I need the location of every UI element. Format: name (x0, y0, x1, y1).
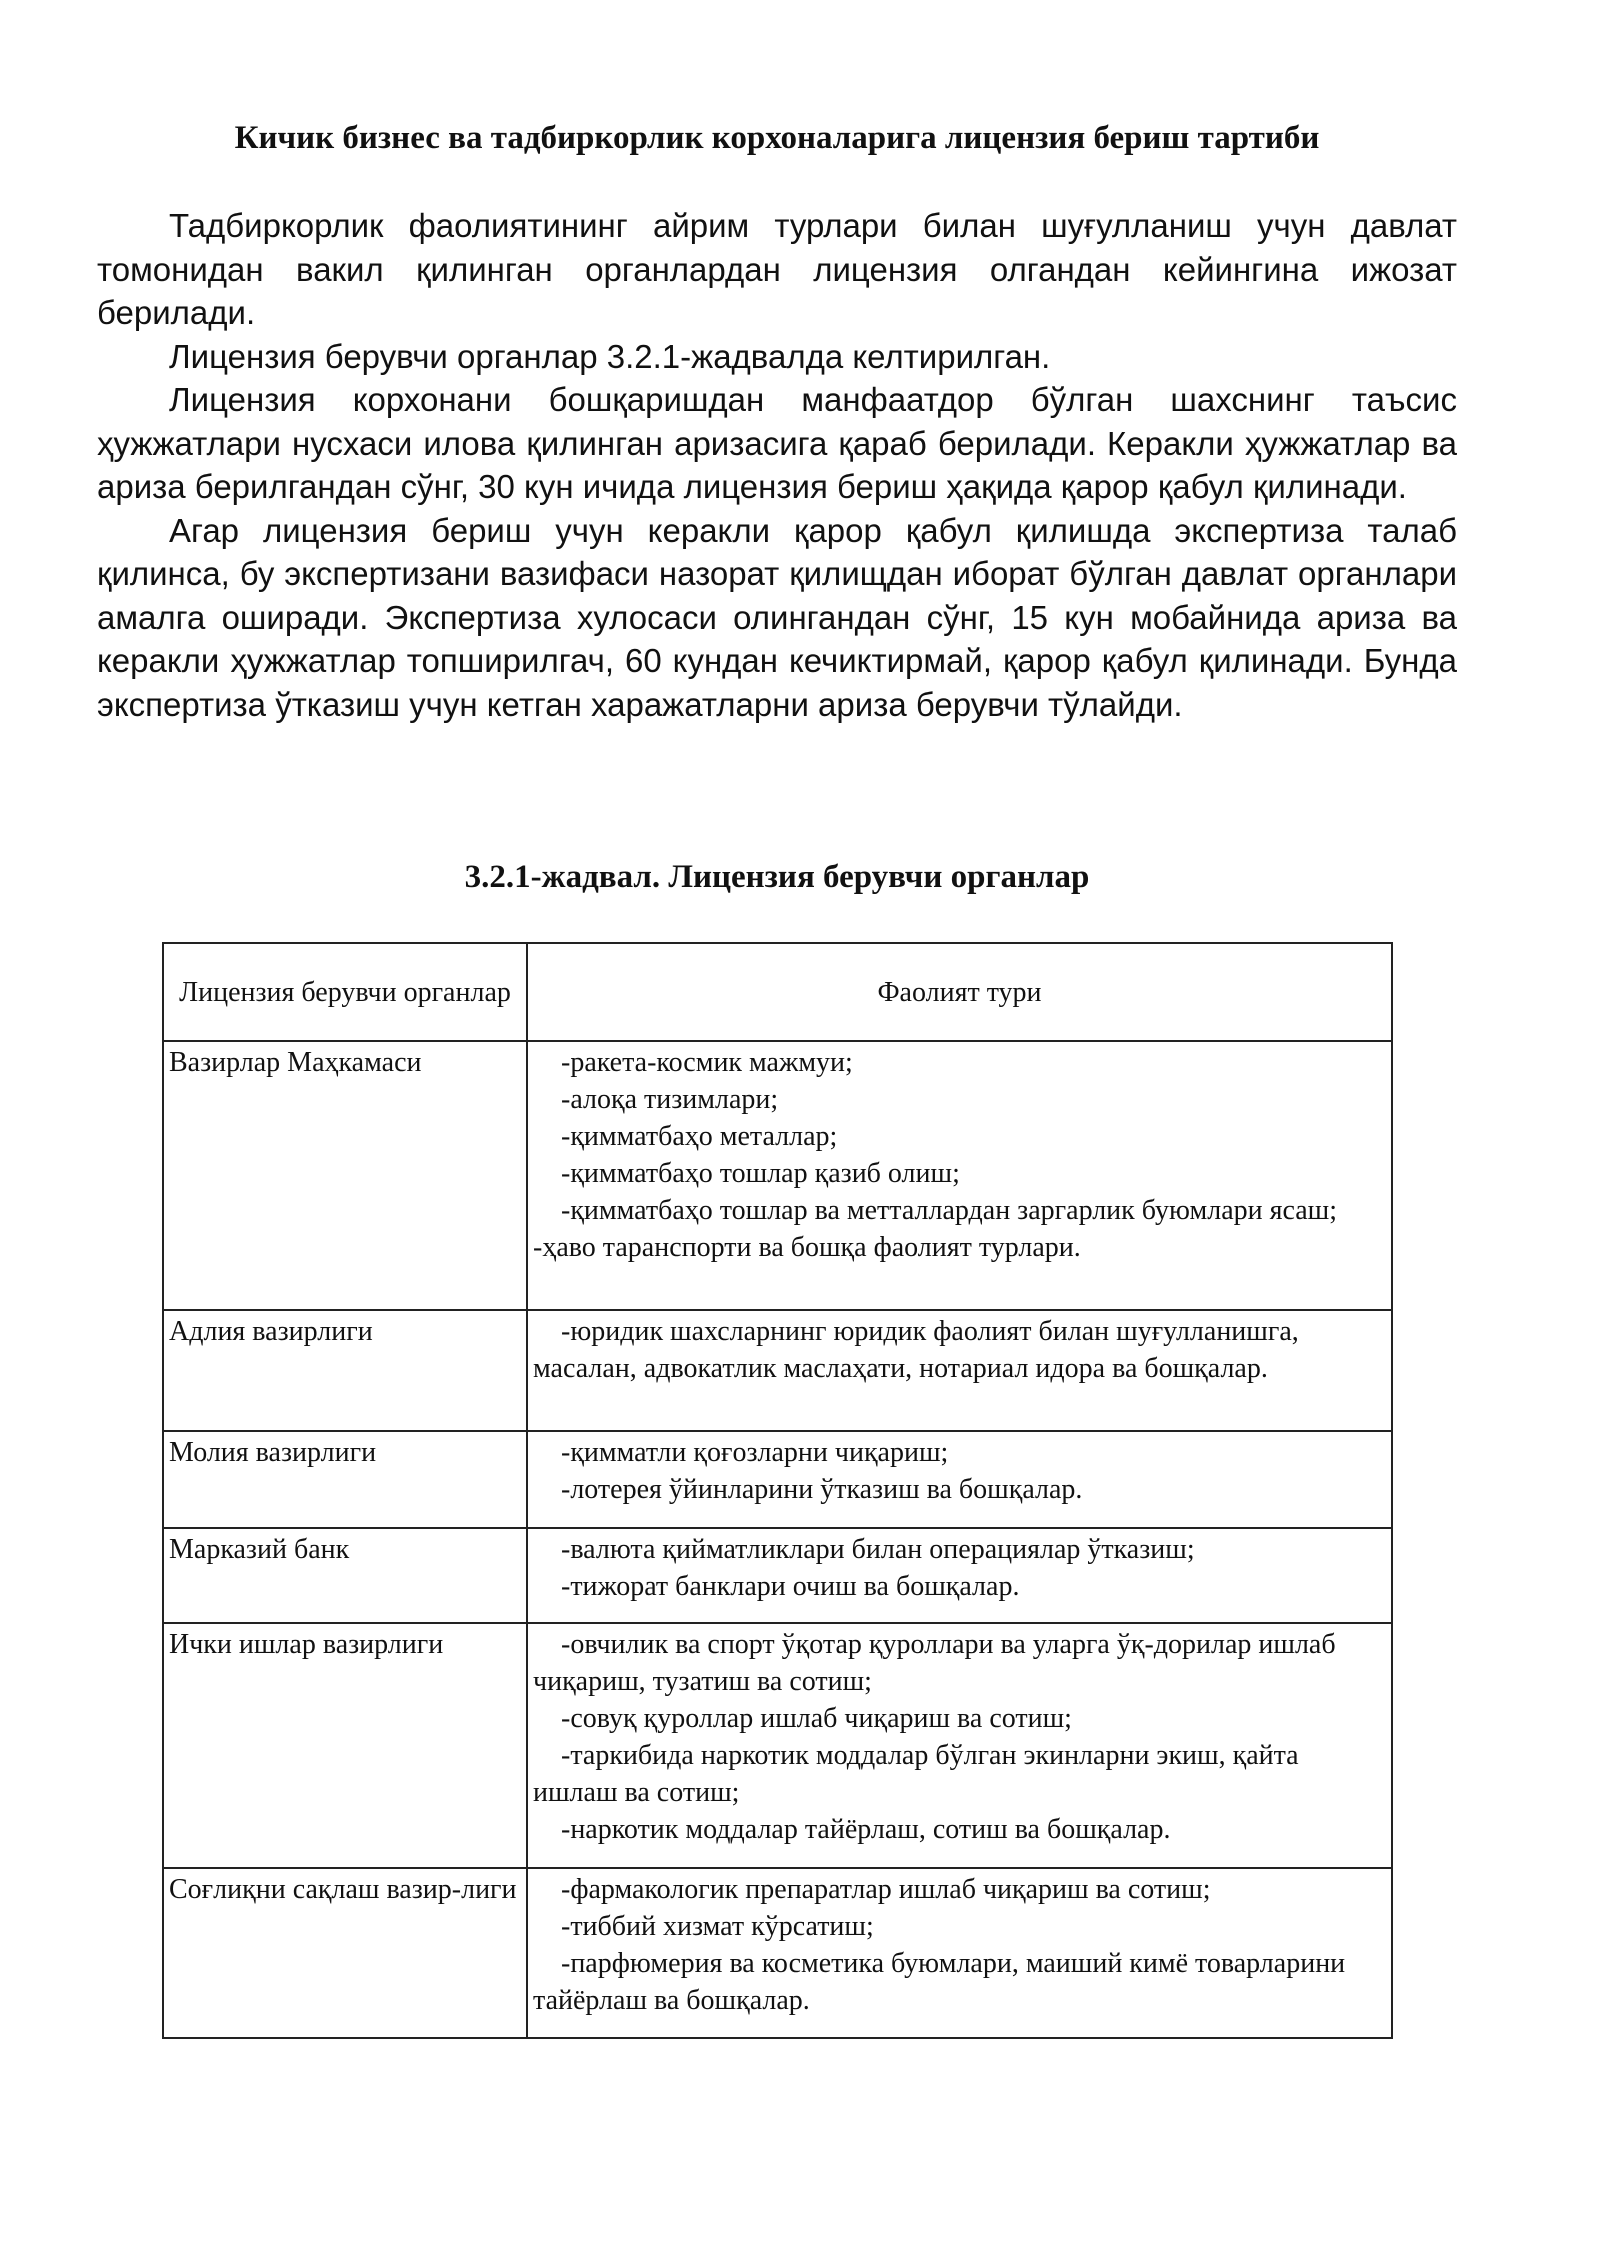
activity-item: -тиббий хизмат кўрсатиш; (561, 1911, 874, 1942)
organ-cell: Соғлиқни сақлаш вазир-лиги (163, 1868, 527, 2038)
activity-cell (527, 1868, 1392, 2038)
paragraph: Тадбиркорлик фаолиятининг айрим турлари билан шуғулланиш учун давлат томонидан вакил қилинган органлардан лицензия олгандан кейингина ижозат берилади. (97, 207, 1457, 331)
activity-item: -таркибида наркотик моддалар бўлган экинларни экиш, қайта ишлаш ва сотиш; (533, 1740, 1299, 1808)
activity-item: -валюта қийматликлари билан операциялар ўтказиш; (561, 1534, 1195, 1565)
activity-cell (527, 1310, 1392, 1431)
activity-item: -парфюмерия ва косметика буюмлари, маиший кимё товарларини тайёрлаш ва бошқалар. (533, 1948, 1346, 2016)
header-organ: Лицензия берувчи органлар (163, 943, 527, 1041)
paragraph: Агар лицензия бериш учун керакли қарор қабул қилишда экспертиза талаб қилинса, бу экспертизани вазифаси назорат қилищдан иборат бўлган давлат органлари амалга оширади. Экспертиза хулосаси олингандан сўнг, 15 кун мобайнида ариза ва керакли ҳужжатлар топширилгач, 60 кундан кечиктирмай, қарор қабул қилинади. Бунда экспертиза ўтказиш учун кетган харажатларни ариза берувчи тўлайди. (97, 511, 1457, 723)
paragraph: Лицензия корхонани бошқаришдан манфаатдор бўлган шахснинг таъсис ҳужжатлари нусхаси илова қилинган аризасига қараб берилади. Керакли ҳужжатлар ва ариза берилгандан сўнг, 30 кун ичида лицензия бериш ҳақида қарор қабул қилинади. (97, 381, 1457, 505)
organ-cell: Адлия вазирлиги (163, 1310, 527, 1431)
table-row (163, 1431, 1392, 1528)
activity-item: -юридик шахсларнинг юридик фаолият билан шуғулланишга, масалан, адвокатлик маслаҳати, нотариал идора ва бошқалар. (533, 1316, 1299, 1384)
activity-item: -қимматбаҳо металлар; (561, 1121, 838, 1152)
table-row (163, 1041, 1392, 1310)
activity-item: -овчилик ва спорт ўқотар қуроллари ва уларга ўқ-дорилар ишлаб чиқариш, тузатиш ва сотиш; (533, 1629, 1336, 1697)
activity-item: -ҳаво таранспорти ва бошқа фаолият турлари. (533, 1232, 1081, 1263)
header-activity: Фаолият тури (527, 943, 1392, 1041)
activity-cell (527, 1431, 1392, 1528)
activity-item: -ракета-космик мажмуи; (561, 1047, 853, 1078)
activity-item: -наркотик моддалар тайёрлаш, сотиш ва бошқалар. (561, 1814, 1171, 1845)
activity-item: -қимматли қоғозларни чиқариш; (561, 1437, 949, 1468)
organ-cell: Вазирлар Маҳкамаси (163, 1041, 527, 1310)
table-row (163, 1868, 1392, 2038)
table-row (163, 1528, 1392, 1623)
paragraph: Лицензия берувчи органлар 3.2.1-жадвалда келтирилган. (169, 337, 1051, 375)
activity-item: -тижорат банклари очиш ва бошқалар. (561, 1571, 1020, 1602)
organ-cell: Марказий банк (163, 1528, 527, 1623)
organ-cell: Молия вазирлиги (163, 1431, 527, 1528)
table-row (163, 1310, 1392, 1431)
document-title: Кичик бизнес ва тадбиркорлик корхоналарига лицензия бериш тартиби (234, 120, 1320, 156)
body-text (97, 204, 1457, 726)
activity-item: -лотерея ўйинларини ўтказиш ва бошқалар. (561, 1474, 1083, 1505)
activity-item: -совуқ қуроллар ишлаб чиқариш ва сотиш; (561, 1703, 1072, 1734)
activity-cell (527, 1528, 1392, 1623)
activity-item: -қимматбаҳо тошлар қазиб олиш; (561, 1158, 960, 1189)
table-title: 3.2.1-жадвал. Лицензия берувчи органлар (464, 859, 1090, 895)
table-header-row (163, 943, 1392, 1041)
activity-item: -фармакологик препаратлар ишлаб чиқариш ва сотиш; (561, 1874, 1211, 1905)
activity-item: -қимматбаҳо тошлар ва метталлардан заргарлик буюмлари ясаш; (561, 1195, 1338, 1226)
table-row (163, 1623, 1392, 1868)
license-table (162, 942, 1393, 2039)
activity-item: -алоқа тизимлари; (561, 1084, 779, 1115)
activity-cell (527, 1041, 1392, 1310)
activity-cell (527, 1623, 1392, 1868)
organ-cell: Ички ишлар вазирлиги (163, 1623, 527, 1868)
